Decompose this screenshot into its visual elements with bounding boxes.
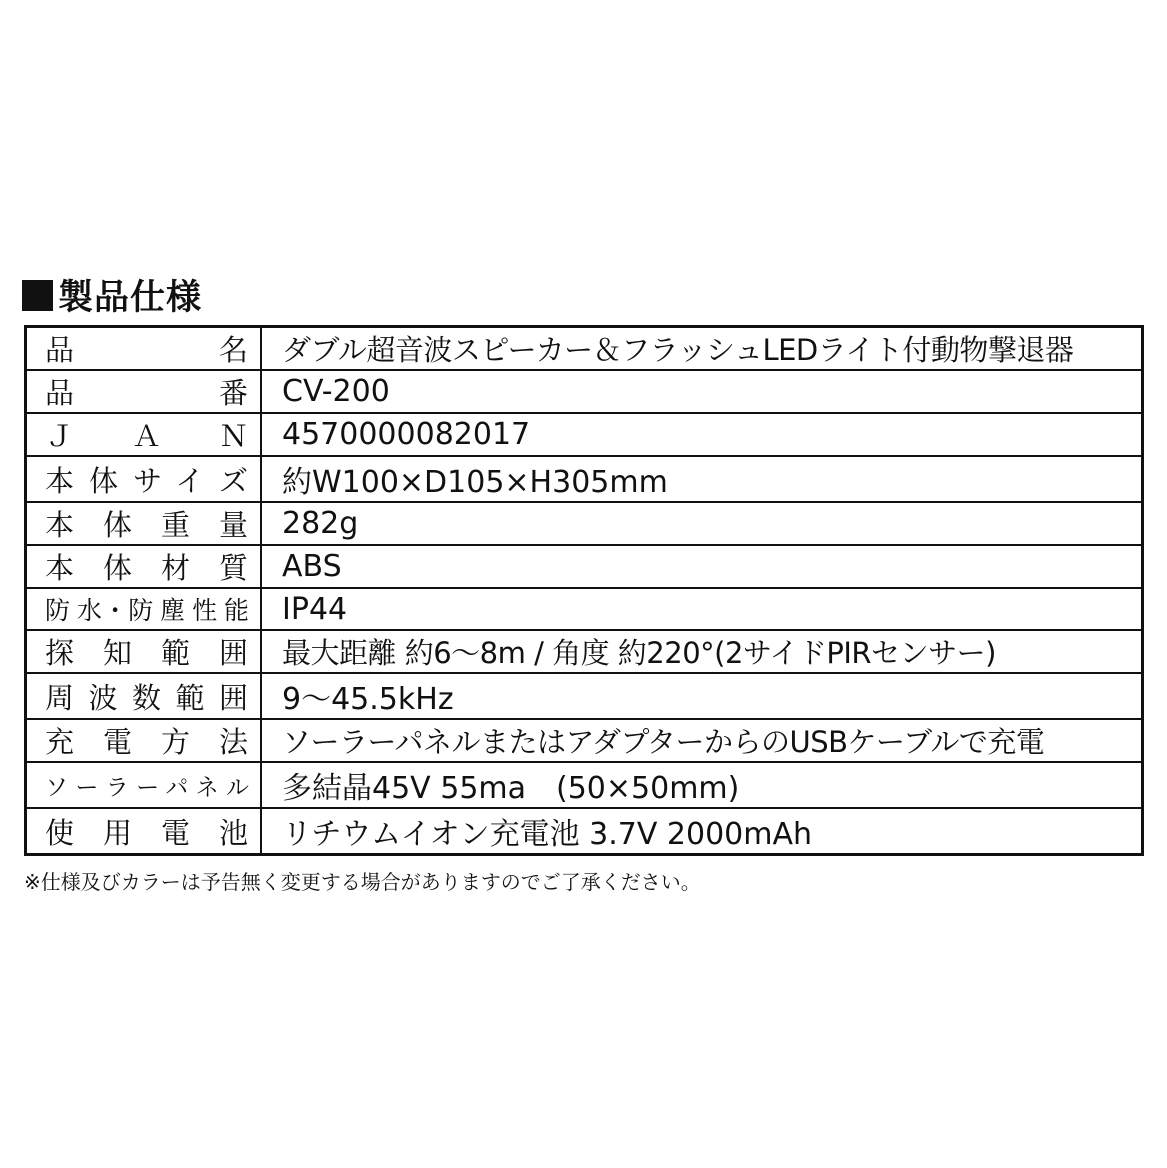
spec-label: 本体サイズ — [26, 456, 262, 502]
square-bullet-icon — [22, 280, 53, 311]
spec-value: 9～45.5kHz — [261, 673, 1143, 719]
spec-value: CV-200 — [261, 370, 1143, 413]
spec-label: ソーラーパネル — [26, 762, 262, 808]
spec-value: ダブル超音波スピーカー＆フラッシュLEDライト付動物撃退器 — [261, 327, 1143, 371]
spec-heading — [22, 272, 202, 318]
spec-label: Ｊ Ａ Ｎ — [26, 413, 262, 456]
spec-label: 品 番 — [26, 370, 262, 413]
spec-row-frequency-range — [26, 673, 1143, 719]
spec-value: ABS — [261, 545, 1143, 588]
spec-row-jan — [26, 413, 1143, 456]
spec-value: 約W100×D105×H305mm — [261, 456, 1143, 502]
spec-row-solar-panel — [26, 762, 1143, 808]
spec-value: 282g — [261, 502, 1143, 545]
spec-value: 最大距離 約6～8m / 角度 約220°(2サイドPIRセンサー) — [261, 630, 1143, 673]
spec-label: 充電方法 — [26, 719, 262, 762]
spec-row-detection-range — [26, 630, 1143, 673]
spec-value: リチウムイオン充電池 3.7V 2000mAh — [261, 808, 1143, 855]
spec-label: 周波数範囲 — [26, 673, 262, 719]
spec-heading-text: 製品仕様 — [58, 278, 203, 318]
spec-row-battery — [26, 808, 1143, 855]
spec-row-product-name — [26, 327, 1143, 371]
spec-value: IP44 — [261, 588, 1143, 630]
disclaimer-note: ※仕様及びカラーは予告無く変更する場合がありますのでご了承ください。 — [24, 870, 701, 894]
spec-row-body-material — [26, 545, 1143, 588]
spec-label: 品 名 — [26, 327, 262, 371]
spec-label: 使用電池 — [26, 808, 262, 855]
spec-label: 防水･防塵性能 — [26, 588, 262, 630]
spec-row-body-weight — [26, 502, 1143, 545]
spec-row-charging-method — [26, 719, 1143, 762]
spec-label: 本体材質 — [26, 545, 262, 588]
spec-row-model-number — [26, 370, 1143, 413]
spec-row-waterproof — [26, 588, 1143, 630]
spec-label: 本体重量 — [26, 502, 262, 545]
spec-table — [24, 325, 1144, 856]
spec-value: 多結晶45V 55ma (50×50mm) — [261, 762, 1143, 808]
spec-row-body-size — [26, 456, 1143, 502]
spec-label: 探知範囲 — [26, 630, 262, 673]
spec-value: 4570000082017 — [261, 413, 1143, 456]
spec-value: ソーラーパネルまたはアダプターからのUSBケーブルで充電 — [261, 719, 1143, 762]
